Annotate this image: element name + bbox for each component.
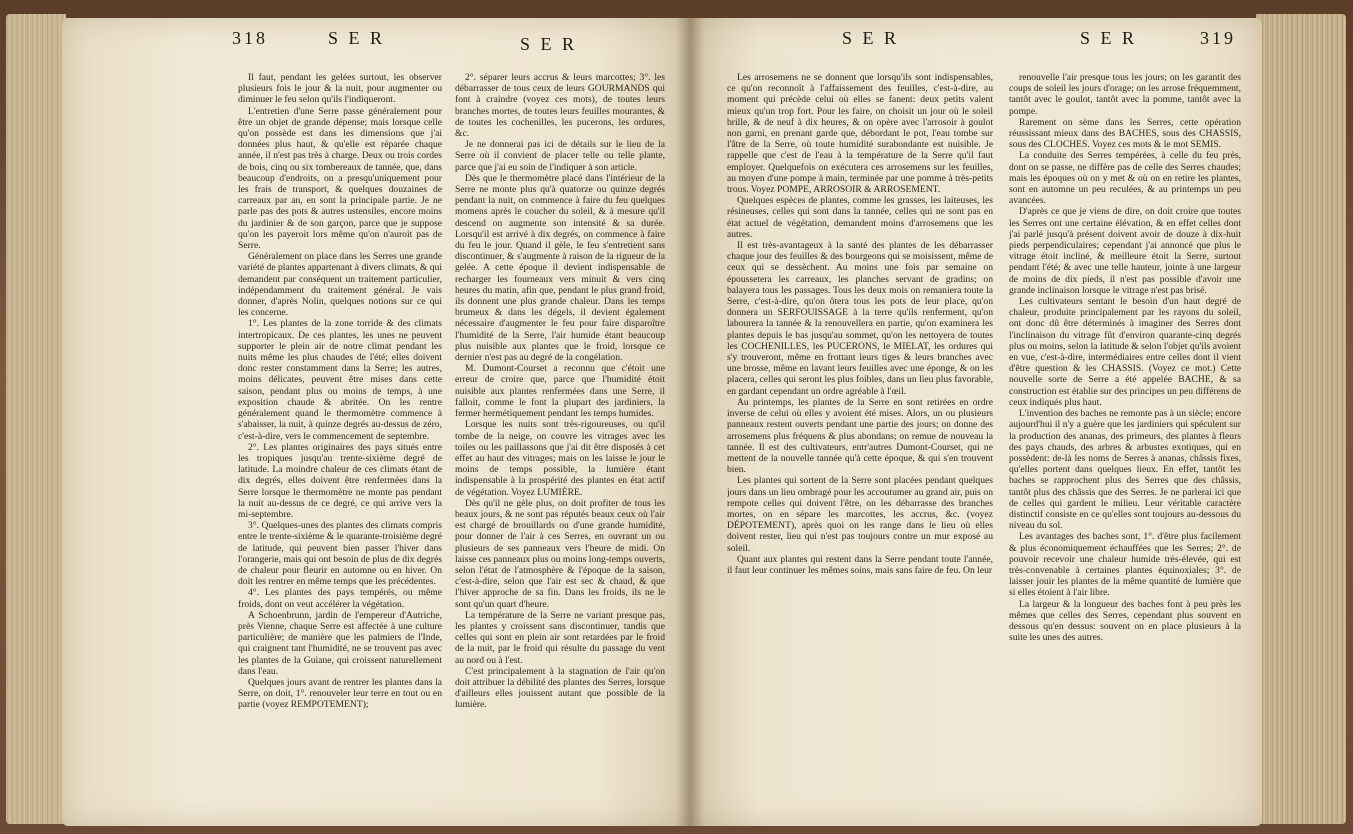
paragraph: Quant aux plantes qui restent dans la Serre pendant toute l'année, il faut leur continuer les mêmes soins, mais sans faire de feu. On leur	[727, 553, 993, 576]
page-number-left: 318	[232, 28, 268, 48]
text-column-3	[727, 72, 993, 804]
paragraph: Dès qu'il ne gèle plus, on doit profiter de tous les beaux jours, & ne sont pas réputés beaux ceux où l'air est chargé de brouillards ou d'une grande humidité, pour donner de l'air à ces Serres, en ouvrant un ou plusieurs de ses panneaux vers l'heure de midi. On laisse ces panneaux plus ou moins long-temps ouverts, selon l'état de l'atmosphère & l'époque de la saison, c'est-à-dire, selon que l'air est sec & chaud, & que l'hiver approche de sa fin. Dans les froids, ils ne le sont qu'un quart d'heure.	[455, 497, 665, 610]
paragraph: La largeur & la longueur des baches font à peu près les mêmes que celles des Serres, cependant plus souvent en dessous qu'en dessus: souvent on en place plusieurs à la suite les unes des autres.	[1009, 598, 1241, 644]
paragraph: Les avantages des baches sont, 1°. d'être plus facilement & plus économiquement échauffées que les Serres; 2°. de pouvoir recevoir une chaleur humide très-élevée, qui est très-convenable à certaines plantes équinoxiales; 3°. de laisser jouir les plantes de la même quantité de lumière que si elles étoient à l'air libre.	[1009, 531, 1241, 599]
paragraph: 2°. séparer leurs accrus & leurs marcottes; 3°. les débarrasser de tous ceux de leurs GOURMANDS qui font à craindre (voyez ces mots), de toutes leurs branches mortes, de toutes leurs feuilles mourantes, & de toutes les cochenilles, les pucerons, les ordures, &c.	[455, 72, 665, 140]
paragraph: Les cultivateurs sentant le besoin d'un haut degré de chaleur, produite principalement par les rayons du soleil, ont donc dû être déterminés à imaginer des Serres dont l'inclinaison du vitrage fût d'environ quarante-cinq degrés plus ou moins, selon la latitude & selon l'objet qu'ils avoient en vue, c'est-à-dire, intermédiaires entre celles dont il vient d'être question & les CHASSIS. (Voyez ce mot.) Cette nouvelle sorte de Serre a été appelée BACHE, & sa construction est établie sur des principes un peu différens de ceux indiqués plus haut.	[1009, 296, 1241, 408]
paragraph: Quelques espèces de plantes, comme les grasses, les laiteuses, les résineuses, celles qui sont dans la tannée, celles qui ne sont pas en état actuel de végétation, demandent moins d'arrosemens que les autres.	[727, 195, 993, 240]
paragraph: 1°. Les plantes de la zone torride & des climats intertropicaux. De ces plantes, les unes ne peuvent supporter le plein air de notre climat pendant les nuits même les plus chaudes de l'été; elles doivent donc rester constamment dans la Serre; les autres, moins délicates, peuvent être mises dans cette saison, pendant plus ou moins de temps, à une exposition chaude & abritée. On les rentre généralement quand le thermomètre commence à s'abaisser, la nuit, à quinze degrés au-dessus de zéro, c'est-à-dire, vers le commencement de septembre.	[238, 318, 442, 442]
book-page-edges-left	[6, 14, 66, 824]
paragraph: L'entretien d'une Serre passe généralement pour être un objet de grande dépense; mais lorsque celle qu'on possède est dans les dimensions que j'ai données plus haut, & qu'elle est réparée chaque année, il n'est pas très à charge. Deux ou trois cordes de bois, cinq ou six tombereaux de tannée, que, dans beaucoup d'endroits, on a presqu'uniquement pour les frais de transport, & quelques douzaines de carreaux par an, en sont la principale partie. Je ne parle pas des pots & autres ustensiles, encore moins du jardinier & de son garçon, parce que je suppose qu'on les payeroit lors même qu'on n'auroit pas de Serre.	[238, 105, 442, 252]
page-number-right: 319	[1200, 28, 1236, 48]
running-head-right-b: S E R	[1080, 28, 1138, 48]
paragraph: Dès que le thermomètre placé dans l'intérieur de la Serre ne monte plus qu'à quatorze ou quinze degrés pendant la nuit, on commence à faire du feu quelques momens après le coucher du soleil, & à mesure qu'il descend on augmente son intensité & sa durée. Lorsqu'il est arrivé à dix degrés, on commence à faire du feu le jour. Quand il gèle, le feu s'entretient sans discontinuer, & s'augmente à raison de la rigueur de la gelée. A cette époque il devient indispensable de recharger les fourneaux vers minuit & vers cinq heures du matin, afin que, pendant le plus grand froid, ils donnent une plus grande chaleur. Dans les temps brumeux & dans les dégels, il devient également nécessaire d'augmenter le feu pour faire disparoître l'humidité de la Serre, l'air humide étant beaucoup plus nuisible aux plantes que le froid, lorsque ce dernier n'est pas au degré de la congélation.	[455, 172, 665, 364]
paragraph: La conduite des Serres tempérées, à celle du feu près, dont on se passe, ne diffère pas de celle des Serres chaudes; mais les époques où on y met & où on en retire les plantes, sont en automne un peu reculées, & au printemps un peu avancées.	[1009, 150, 1241, 207]
paragraph: 4°. Les plantes des pays tempérés, ou même froids, dont on veut accélérer la végétation.	[238, 587, 442, 610]
paragraph: renouvelle l'air presque tous les jours; on les garantit des coups de soleil les jours d'orage; on les arrose fréquemment, tantôt avec le goulot, tantôt avec la pomme, tantôt avec la pompe.	[1009, 72, 1241, 117]
running-head-left-a: S E R	[328, 28, 386, 48]
paragraph: Lorsque les nuits sont très-rigoureuses, ou qu'il tombe de la neige, on couvre les vitrages avec les toiles ou les paillassons que j'ai dit être disposés à cet effet au haut des vitrages; mais on les laisse le jour le moins de temps possible, la lumière étant indispensable à la prospérité des plantes en état actif de végétation. Voyez LUMIÈRE.	[455, 419, 665, 498]
paragraph: Rarement on sème dans les Serres, cette opération réussissant mieux dans des BACHES, sous des CHASSIS, sous des CLOCHES. Voyez ces mots & le mot SEMIS.	[1009, 116, 1241, 151]
running-head-left-b: S E R	[520, 34, 578, 54]
book-gutter	[676, 18, 704, 826]
paragraph: Il faut, pendant les gelées surtout, les observer plusieurs fois le jour & la nuit, pour augmenter ou diminuer le feu selon qu'ils l'indiqueront.	[238, 72, 442, 106]
paragraph: 3°. Quelques-unes des plantes des climats compris entre le trente-sixième & le quarante-troisième degré de latitude, qui peuvent bien passer l'hiver dans l'orangerie, mais qui ont besoin de plus de dix degrés de chaleur pour fleurir en automne ou en hiver. On doit les rentrer en même temps que les précédentes.	[238, 520, 442, 588]
paragraph: Quelques jours avant de rentrer les plantes dans la Serre, on doit, 1°. renouveler leur terre en tout ou en partie (voyez REMPOTEMENT);	[238, 676, 442, 711]
text-column-1	[238, 72, 442, 804]
paragraph: Je ne donnerai pas ici de détails sur le lieu de la Serre où il convient de placer telle ou telle plante, parce que j'ai eu soin de l'indiquer à son article.	[455, 139, 665, 173]
paragraph: Généralement on place dans les Serres une grande variété de plantes appartenant à divers climats, & qui demandent par conséquent un traitement particulier, indépendamment du traitement général. Je vais donner, d'après Nolin, quelques notions sur ce qui les concerne.	[238, 251, 442, 319]
paragraph: Au printemps, les plantes de la Serre en sont retirées en ordre inverse de celui où elles y avoient été mises. Alors, un ou plusieurs panneaux restent ouverts pendant une partie des jours; on donne des arrosemens plus fréquens & plus abondans; on remue de nouveau la tannée. Il est des cultivateurs, entr'autres Dumont-Courset, qui ne mettent de la nouvelle tannée qu'à cette époque, & qui s'en trouvent bien.	[727, 396, 993, 476]
paragraph: C'est principalement à la stagnation de l'air qu'on doit attribuer la débilité des plantes des Serres, lorsque d'ailleurs elles jouissent autant que possible de la lumière.	[455, 665, 665, 711]
paragraph: A Schoenbrunn, jardin de l'empereur d'Autriche, près Vienne, chaque Serre est affectée à une culture particulière; de manière que les palmiers de l'Inde, qui craignent tant l'humidité, ne se trouvent pas avec les plantes de la Guiane, qui croissent naturellement dans l'eau.	[238, 609, 442, 677]
running-head-right-a: S E R	[842, 28, 900, 48]
text-column-4	[1009, 72, 1241, 804]
paragraph: Les plantes qui sortent de la Serre sont placées pendant quelques jours dans un lieu ombragé pour les accoutumer au grand air, puis on rempote celles qui doivent l'être, on les débarrasse des branches mortes, on en sépare les marcottes, les accrus, &c. (voyez DÉPOTEMENT), après quoi on les range dans le lieu où elles doivent rester, lieu qui n'est pas toujours contre un mur exposé au soleil.	[727, 475, 993, 554]
paragraph: 2°. Les plantes originaires des pays situés entre les tropiques jusqu'au trente-sixième degré de latitude. La moindre chaleur de ces climats étant de dix degrés, elles doivent être renfermées dans la Serre lorsque le thermomètre ne monte pas pendant la nuit au-dessus de ce degré, ce qui arrive vers la mi-septembre.	[238, 441, 442, 520]
paragraph: La température de la Serre ne variant presque pas, les plantes y croissent sans discontinuer, tandis que celles qui sont en plein air sont retardées par le froid de la nuit, par le froid qui résulte du passage du vent au nord ou à l'est.	[455, 609, 665, 666]
paragraph: D'après ce que je viens de dire, on doit croire que toutes les Serres ont une certaine élévation, & en effet celles dont j'ai parlé jusqu'à présent doivent avoir de douze à dix-huit pieds perpendiculaires; cependant j'ai annoncé que plus le vitrage étoit incliné, & meilleure étoit la Serre, surtout pendant l'été; & avec une telle hauteur, jointe à une largeur de moins de dix pieds, il n'est pas possible d'avoir une grande inclinaison lorsque le vitrage n'est pas brisé.	[1009, 206, 1241, 296]
text-column-2	[455, 72, 665, 804]
book-page-edges-right	[1256, 14, 1346, 824]
paragraph: Il est très-avantageux à la santé des plantes de les débarrasser chaque jour des feuilles & des bourgeons qui se moisissent, même de ceux qui se dessèchent. Au moins une fois par semaine on époussetera les carreaux, les planches servant de gradins; on balayera tous les passages. Tous les deux mois on remaniera toute la Serre, c'est-à-dire, qu'on ôtera tous les pots de leur place, qu'on donnera un SERFOUISSAGE à la terre qu'ils renferment, qu'on labourera la tannée & la renouvellera en partie, qu'on examinera les plantes depuis le bas jusqu'au sommet, qu'on les nettoyera de toutes les COCHENILLES, les PUCERONS, le MIELAT, les ordures qui s'y trouveront, même en frottant leurs tiges & leurs branches avec une brosse, même en lavant leurs feuilles avec une éponge, & on les placera, celles qui seront les plus foibles, dans un lieu plus favorable, en gardant cependant un ordre agréable à l'œil.	[727, 240, 993, 397]
paragraph: M. Dumont-Courset a reconnu que c'étoit une erreur de croire que, parce que l'humidité étoit nuisible aux plantes renfermées dans une Serre, il falloit, comme le font la plupart des jardiniers, la fermer hermétiquement pendant les temps humides.	[455, 363, 665, 420]
paragraph: Les arrosemens ne se donnent que lorsqu'ils sont indispensables, ce qu'on reconnoît à l'affaissement des feuilles, c'est-à-dire, au moment qui précède celui où elles se fanent: deux petits valent mieux qu'un trop fort. Pour les faire, on choisit un jour où le soleil brille, & de neuf à dix heures, & on opère avec l'arrosoir à goulot non garni, en prenant garde que, débordant le pot, l'eau tombe sur l'âtre de la Serre, où toute humidité surabondante est nuisible. Je rappelle que c'est de l'eau à la température de la Serre qu'il faut employer. Quelquefois on exécutera ces arrosemens sur les feuilles, au moyen d'une pompe à main, terminée par une pomme à très-petits trous. Voyez POMPE, ARROSOIR & ARROSEMENT.	[727, 72, 993, 196]
paragraph: L'invention des baches ne remonte pas à un siècle; encore aujourd'hui il n'y a guère que les jardiniers qui spéculent sur la production des ananas, des primeurs, des plantes à fleurs des pays chauds, des arbres & arbustes exotiques, qui en possèdent: de-là les noms de Serres à ananas, châssis fixes, qu'elles portent dans quelques lieux. En effet, tantôt les baches se rapprochent plus des Serres que des châssis, tantôt plus des châssis que des Serres. Je ne parlerai ici que de celles qui gardent le milieu. Leur véritable caractère distinctif consiste en ce qu'elles sont toujours au-dessous du niveau du sol.	[1009, 408, 1241, 532]
